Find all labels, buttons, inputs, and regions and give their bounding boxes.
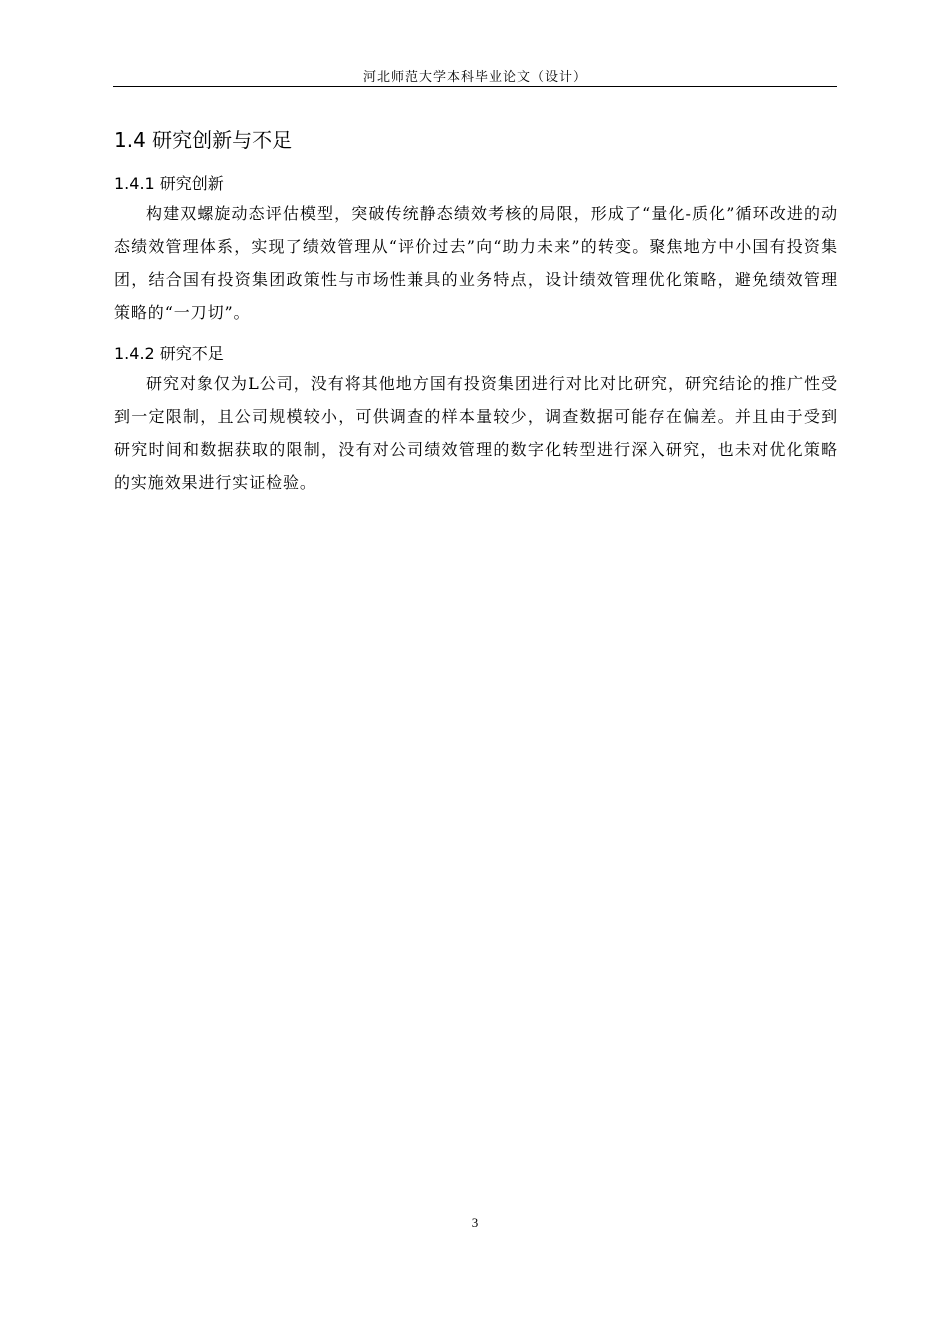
page-header bbox=[113, 66, 837, 87]
section-heading: 1.4 研究创新与不足 bbox=[114, 128, 293, 152]
header-title: 河北师范大学本科毕业论文（设计） bbox=[362, 70, 587, 85]
document-body bbox=[114, 125, 838, 513]
subsection-heading-limitations: 1.4.2 研究不足 bbox=[114, 344, 224, 363]
page-number: 3 bbox=[471, 1215, 479, 1230]
paragraph-innovation: 构建双螺旋动态评估模型，突破传统静态绩效考核的局限，形成了“量化-质化”循环改进的动态绩效管理体系，实现了绩效管理从“评价过去”向“助力未来”的转变。聚焦地方中小国有投资集团，结合国有投资集团政策性与市场性兼具的业务特点，设计绩效管理优化策略，避免绩效管理策略的“一刀切”。 bbox=[114, 204, 838, 322]
paragraph-limitations: 研究对象仅为L公司，没有将其他地方国有投资集团进行对比对比研究，研究结论的推广性受到一定限制，且公司规模较小，可供调查的样本量较少，调查数据可能存在偏差。并且由于受到研究时间和数据获取的限制，没有对公司绩效管理的数字化转型进行深入研究，也未对优化策略的实施效果进行实证检验。 bbox=[114, 374, 838, 492]
subsection-heading-innovation: 1.4.1 研究创新 bbox=[114, 174, 224, 193]
